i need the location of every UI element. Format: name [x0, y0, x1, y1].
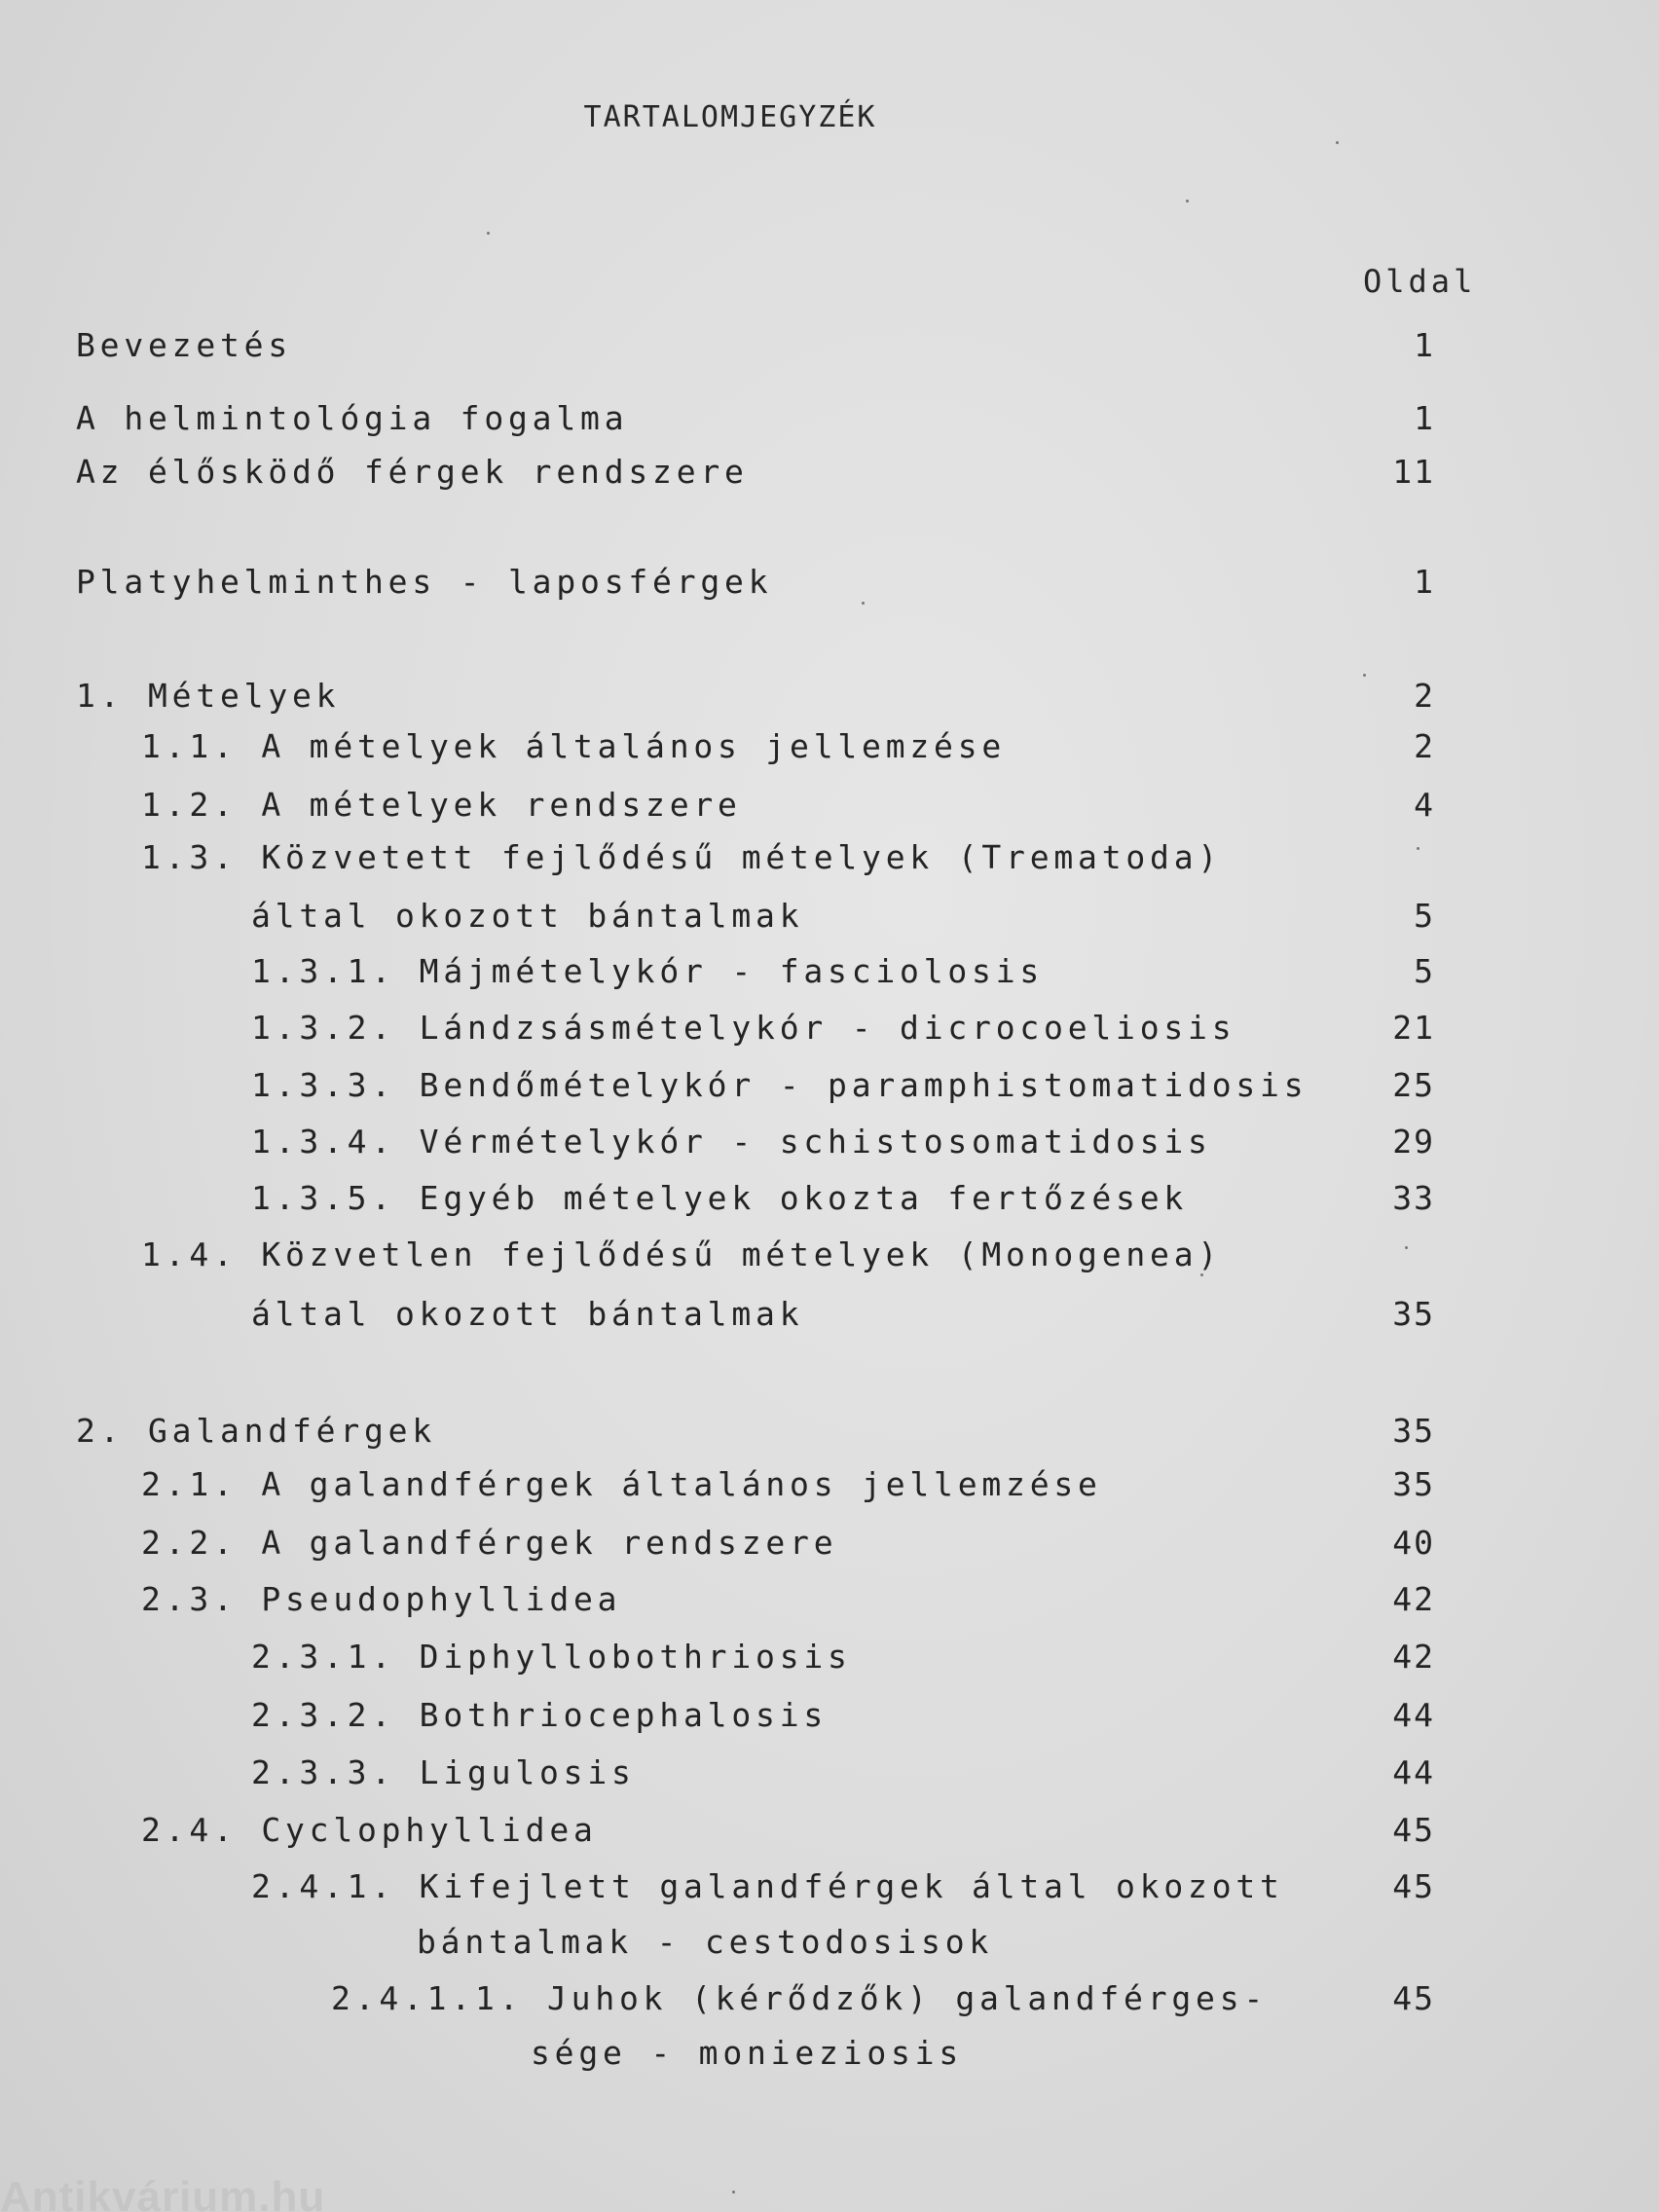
toc-entry [0, 947, 1659, 996]
toc-entry-page: 5 [1414, 897, 1435, 935]
watermark: Antikvárium.hu [0, 2173, 326, 2212]
toc-entry-title: Bevezetés [76, 326, 293, 364]
toc-entry [0, 1407, 1659, 1456]
toc-entry-page: 33 [1392, 1179, 1435, 1217]
toc-entry-title: 2.3.1. Diphyllobothriosis [251, 1638, 852, 1676]
toc-entry-page: 1 [1414, 326, 1435, 364]
paper-speck [862, 602, 865, 605]
paper-speck [1405, 1246, 1408, 1249]
toc-entry [0, 1974, 1659, 2023]
toc-entry-title: 1.2. A mételyek rendszere [141, 786, 742, 824]
toc-entry-page: 44 [1392, 1696, 1435, 1734]
toc-entry-page: 45 [1392, 1979, 1435, 2017]
toc-entry [0, 1749, 1659, 1797]
toc-entry-title: 1. Mételyek [76, 677, 341, 715]
toc-entry-title: által okozott bántalmak [251, 1295, 804, 1333]
paper-speck [487, 232, 490, 235]
toc-entry-title: 2.4. Cyclophyllidea [141, 1811, 598, 1849]
toc-entry-title: 1.1. A mételyek általános jellemzése [141, 727, 1007, 765]
toc-entry [0, 1633, 1659, 1681]
toc-entry-title: 1.3.5. Egyéb mételyek okozta fertőzések [251, 1179, 1189, 1217]
toc-entry-title: 2.4.1.1. Juhok (kérődzők) galandférges- [331, 1979, 1269, 2017]
paper-speck [1417, 847, 1419, 850]
toc-entry-title: 2.3. Pseudophyllidea [141, 1580, 622, 1618]
toc-entry-page: 42 [1392, 1580, 1435, 1618]
toc-entry-page: 21 [1392, 1009, 1435, 1047]
toc-entry [0, 1118, 1659, 1166]
toc-entry-title: 2.3.3. Ligulosis [251, 1753, 636, 1791]
paper-speck [1336, 141, 1339, 144]
toc-entry-title: Az élősködő férgek rendszere [76, 453, 749, 491]
page-title: TARTALOMJEGYZÉK [583, 100, 877, 134]
toc-entry-title: 2. Galandférgek [76, 1412, 437, 1450]
toc-entry [0, 892, 1659, 940]
toc-entry-page: 2 [1414, 727, 1435, 765]
page-column-header: Oldal [1363, 263, 1477, 300]
toc-entry [0, 448, 1659, 497]
toc-entry-page: 1 [1414, 563, 1435, 601]
toc-entry-title: Platyhelminthes - laposférgek [76, 563, 773, 601]
toc-entry-title: 1.3.3. Bendőmételykór - paramphistomatidosis [251, 1066, 1309, 1104]
toc-entry-page: 42 [1392, 1638, 1435, 1676]
paper-speck [1186, 200, 1189, 203]
toc-entry [0, 833, 1659, 882]
toc-entry-title: sége - monieziosis [531, 2034, 964, 2072]
toc-entry-title: 2.4.1. Kifejlett galandférgek által okozott [251, 1867, 1284, 1905]
toc-entry [0, 321, 1659, 370]
toc-entry-title: bántalmak - cestodosisok [417, 1923, 994, 1961]
toc-entry [0, 558, 1659, 607]
paper-speck [1200, 1273, 1203, 1276]
toc-entry-title: 1.3.2. Lándzsásmételykór - dicrocoeliosis [251, 1009, 1236, 1047]
toc-entry [0, 722, 1659, 771]
paper-speck [732, 2191, 735, 2194]
toc-entry-page: 35 [1392, 1465, 1435, 1503]
toc-entry [0, 2029, 1659, 2078]
toc-entry-page: 45 [1392, 1867, 1435, 1905]
toc-entry-page: 29 [1392, 1123, 1435, 1161]
toc-entry-page: 40 [1392, 1524, 1435, 1562]
toc-entry [0, 1061, 1659, 1110]
toc-entry-page: 4 [1414, 786, 1435, 824]
toc-entry [0, 1862, 1659, 1911]
toc-entry-page: 45 [1392, 1811, 1435, 1849]
toc-entry-title: A helmintológia fogalma [76, 399, 629, 437]
toc-entry [0, 1290, 1659, 1339]
toc-entry-title: által okozott bántalmak [251, 897, 804, 935]
toc-entry [0, 1575, 1659, 1624]
toc-entry-page: 5 [1414, 952, 1435, 990]
toc-entry [0, 1691, 1659, 1740]
toc-entry [0, 1174, 1659, 1223]
paper-speck [1363, 674, 1366, 677]
toc-entry-title: 2.1. A galandférgek általános jellemzése [141, 1465, 1102, 1503]
toc-entry-title: 2.2. A galandférgek rendszere [141, 1524, 838, 1562]
toc-entry [0, 394, 1659, 443]
toc-entry [0, 672, 1659, 720]
toc-entry-title: 1.3.4. Vérmételykór - schistosomatidosis [251, 1123, 1212, 1161]
toc-entry-title: 1.3. Közvetett fejlődésű mételyek (Trematoda) [141, 838, 1223, 876]
toc-entry-title: 2.3.2. Bothriocephalosis [251, 1696, 829, 1734]
toc-entry [0, 1806, 1659, 1855]
toc-entry-title: 1.4. Közvetlen fejlődésű mételyek (Monogenea) [141, 1235, 1223, 1273]
toc-entry-page: 2 [1414, 677, 1435, 715]
toc-entry-page: 1 [1414, 399, 1435, 437]
toc-entry-page: 25 [1392, 1066, 1435, 1104]
toc-entry [0, 1519, 1659, 1567]
toc-entry [0, 1004, 1659, 1052]
toc-entry [0, 1460, 1659, 1509]
toc-entry [0, 781, 1659, 830]
toc-entry [0, 1231, 1659, 1279]
toc-entry-page: 44 [1392, 1753, 1435, 1791]
toc-entry [0, 1918, 1659, 1967]
toc-entry-page: 35 [1392, 1412, 1435, 1450]
toc-entry-page: 11 [1392, 453, 1435, 491]
toc-entry-page: 35 [1392, 1295, 1435, 1333]
toc-entry-title: 1.3.1. Májmételykór - fasciolosis [251, 952, 1045, 990]
